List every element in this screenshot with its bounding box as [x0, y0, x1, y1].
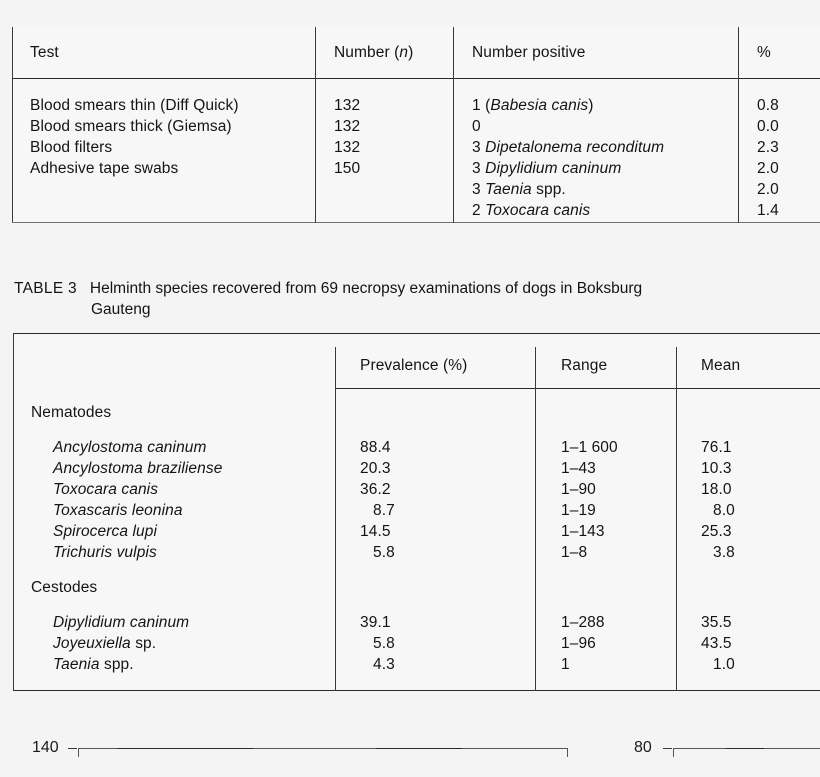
table-cell-range: 1–90	[561, 481, 596, 498]
table-cell-number: 132	[334, 97, 361, 114]
table2-header-rule	[335, 388, 820, 389]
table2-header-prevalence: Prevalence (%)	[360, 357, 468, 374]
table-cell-prevalence: 14.5	[360, 523, 391, 540]
table1-divider-number	[315, 27, 316, 223]
table-cell-percent: 2.0	[757, 160, 779, 177]
table-cell-positive	[472, 179, 566, 200]
table-cell-range: 1–288	[561, 614, 605, 631]
axis-connector-140	[68, 748, 77, 749]
species-italic: Dipylidium caninum	[53, 614, 190, 631]
table2-divider-prevalence	[335, 347, 336, 691]
table1-left-border	[12, 27, 13, 223]
table-row: Blood smears thick (Giemsa)	[30, 118, 232, 135]
list-item: Spirocerca lupi	[53, 523, 158, 540]
table-cell-prevalence: 20.3	[360, 460, 391, 477]
table-cell-prevalence: 8.7	[373, 502, 395, 519]
table-cell-mean: 10.3	[701, 460, 732, 477]
table-cell-percent: 2.0	[757, 181, 779, 198]
list-item	[31, 654, 134, 675]
positive-species: Toxocara canis	[485, 202, 591, 219]
positive-count: 1	[472, 97, 481, 114]
table-cell-mean: 3.8	[713, 544, 735, 561]
table2-top-rule	[13, 333, 820, 334]
table2-divider-mean	[676, 347, 677, 691]
table-cell-range: 1–8	[561, 544, 588, 561]
positive-species: Dipetalonema reconditum	[485, 139, 665, 156]
table-cell-prevalence: 36.2	[360, 481, 391, 498]
table-cell-positive	[472, 116, 481, 137]
axis-label-80: 80	[634, 739, 652, 756]
positive-count: 3	[472, 181, 481, 198]
list-item: Ancylostoma caninum	[53, 439, 207, 456]
positive-prefix: (	[485, 97, 491, 114]
species-italic: Taenia	[53, 656, 100, 673]
table3-caption-line2: Gauteng	[91, 301, 151, 318]
table1-header-test: Test	[30, 44, 59, 61]
table1-header-number	[334, 42, 413, 63]
table-cell-mean: 76.1	[701, 439, 732, 456]
table-cell-mean: 25.3	[701, 523, 732, 540]
species-plain: sp.	[130, 635, 157, 652]
table1-header-number-positive: Number positive	[472, 44, 586, 61]
table-cell-prevalence: 88.4	[360, 439, 391, 456]
positive-count: 3	[472, 160, 481, 177]
table2-bottom-rule	[13, 690, 820, 691]
table-cell-percent: 1.4	[757, 202, 779, 219]
table-cell-range: 1–19	[561, 502, 596, 519]
table-cell-mean: 18.0	[701, 481, 732, 498]
table-cell-range: 1–96	[561, 635, 596, 652]
table1-header-percent: %	[757, 44, 771, 61]
table-cell-prevalence: 5.8	[373, 544, 395, 561]
table-cell-prevalence: 5.8	[373, 635, 395, 652]
list-item: Trichuris vulpis	[53, 544, 157, 561]
positive-count: 0	[472, 118, 481, 135]
table-cell-number: 132	[334, 139, 361, 156]
table-row: Blood filters	[30, 139, 113, 156]
table-helminth-species	[13, 333, 820, 691]
table1-header-number-text: Number (	[334, 44, 400, 61]
table-cell-prevalence: 39.1	[360, 614, 391, 631]
list-item: Toxascaris leonina	[53, 502, 183, 519]
positive-species: Taenia	[485, 181, 532, 198]
table2-header-mean: Mean	[701, 357, 741, 374]
table-row: Blood smears thin (Diff Quick)	[30, 97, 239, 114]
table2-left-border	[13, 333, 14, 691]
axis-line-140-segment-b	[376, 748, 462, 749]
table-cell-positive	[472, 200, 590, 221]
axis-tick-80	[673, 748, 674, 757]
positive-suffix: )	[588, 97, 594, 114]
table-cell-range: 1–1 600	[561, 439, 618, 456]
axis-connector-80	[663, 748, 672, 749]
table1-divider-percent	[738, 27, 739, 223]
positive-count: 2	[472, 202, 481, 219]
group-header-nematodes: Nematodes	[31, 404, 112, 421]
table3-caption-spacer	[81, 280, 90, 297]
table-cell-range: 1–143	[561, 523, 605, 540]
table-cell-number: 132	[334, 118, 361, 135]
list-item	[31, 633, 156, 654]
list-item: Toxocara canis	[53, 481, 159, 498]
axis-line-140-segment-a	[117, 748, 253, 749]
table-cell-percent: 2.3	[757, 139, 779, 156]
table-cell-mean: 35.5	[701, 614, 732, 631]
axis-tick-140-end	[567, 748, 568, 757]
table-cell-prevalence: 4.3	[373, 656, 395, 673]
table-row: Adhesive tape swabs	[30, 160, 179, 177]
table-cell-positive	[472, 95, 594, 116]
table-cell-number: 150	[334, 160, 361, 177]
group-header-cestodes: Cestodes	[31, 579, 98, 596]
table-cell-range: 1	[561, 656, 570, 673]
table-cell-positive	[472, 158, 621, 179]
positive-species: Babesia canis	[490, 97, 589, 114]
table1-header-number-symbol: n	[399, 44, 409, 61]
table-cell-positive	[472, 137, 664, 158]
table-cell-mean: 8.0	[713, 502, 735, 519]
positive-species: Dipylidium caninum	[485, 160, 622, 177]
table-cell-mean: 43.5	[701, 635, 732, 652]
table-cell-range: 1–43	[561, 460, 596, 477]
table1-header-rule	[12, 78, 820, 79]
positive-suffix: spp.	[531, 181, 566, 198]
species-plain: spp.	[99, 656, 134, 673]
table2-header-range: Range	[561, 357, 608, 374]
species-italic: Joyeuxiella	[53, 635, 131, 652]
axis-line-80-segment-a	[726, 748, 764, 749]
table2-divider-range	[535, 347, 536, 691]
table3-caption	[14, 278, 814, 320]
table1-header-number-close: )	[408, 44, 414, 61]
table3-caption-label: TABLE 3	[14, 280, 77, 297]
axis-label-140: 140	[32, 739, 59, 756]
table-blood-test-results	[12, 27, 820, 223]
table1-divider-positive	[453, 27, 454, 223]
positive-count: 3	[472, 139, 481, 156]
list-item: Ancylostoma braziliense	[53, 460, 223, 477]
axis-tick-140	[78, 748, 79, 757]
table-cell-percent: 0.8	[757, 97, 779, 114]
table-cell-percent: 0.0	[757, 118, 779, 135]
table1-bottom-rule	[12, 222, 820, 223]
table-cell-mean: 1.0	[713, 656, 735, 673]
table3-caption-line1: Helminth species recovered from 69 necropsy examinations of dogs in Boksburg	[89, 280, 643, 297]
list-item	[31, 612, 189, 633]
